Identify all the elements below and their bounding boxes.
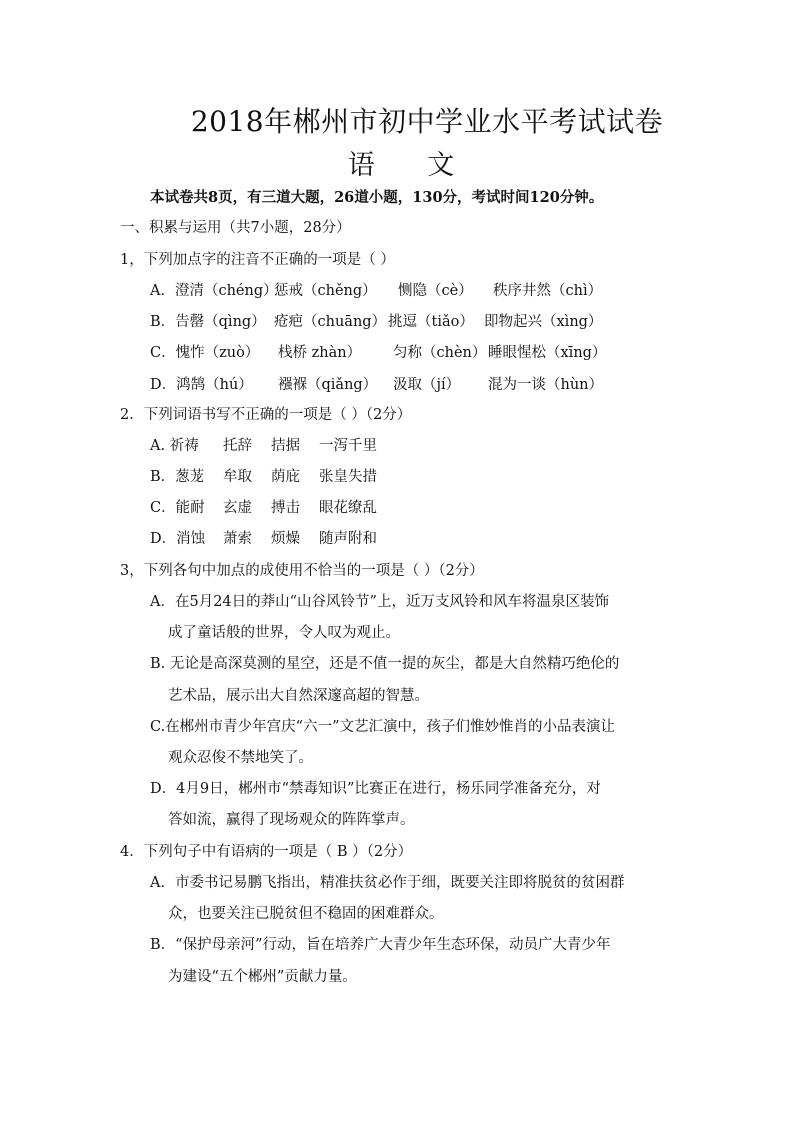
question-1-stem: 1，下列加点字的注音不正确的一项是（ ） <box>120 252 395 268</box>
section-heading: 一、积累与运用（共7小题，28分） <box>120 220 351 236</box>
question-3-option-b-cont: 艺术品，展示出大自然深邃高超的智慧。 <box>168 688 429 704</box>
option-term: 惩戒（chěng） <box>274 283 377 299</box>
option-term: 搏击 <box>271 500 300 516</box>
option-term: 眼花缭乱 <box>319 500 377 516</box>
question-2-option-c <box>150 496 377 517</box>
question-3-stem: 3，下列各句中加点的成使用不恰当的一项是（ ）（2分） <box>120 563 484 579</box>
option-term: 疮疤（chuāng） <box>274 314 387 330</box>
option-term: 拮据 <box>271 438 300 454</box>
option-term: 匀称（chèn） <box>393 345 487 361</box>
option-term: 栈桥 zhàn） <box>278 345 362 361</box>
question-3-option-c: C.在郴州市青少年宫庆“六一”文艺汇演中，孩子们惟妙惟肖的小品表演让 <box>150 719 616 735</box>
option-term: 萧索 <box>223 531 252 547</box>
option-term: 秩序井然（chì） <box>493 283 603 299</box>
option-term: A. 祈祷 <box>150 438 199 454</box>
question-4-option-b: B．“保护母亲河”行动，旨在培养广大青少年生态环保，动员广大青少年 <box>150 937 611 953</box>
option-term: 托辞 <box>223 438 252 454</box>
question-2-option-a <box>150 434 377 455</box>
question-3-option-d-cont: 答如流，赢得了现场观众的阵阵掌声。 <box>168 812 415 828</box>
option-term: 烦燥 <box>271 531 300 547</box>
exam-intro: 本试卷共8页，有三道大题，26道小题，130分，考试时间120分钟。 <box>150 189 604 206</box>
question-3-option-a: A．在5月24日的莽山“山谷风铃节”上，近万支风铃和风车将温泉区装饰 <box>150 594 609 610</box>
option-term: B．告罄（qìng） <box>150 314 266 330</box>
option-term: D．鸿鹄（hú） <box>150 377 253 393</box>
question-4-option-b-cont: 为建设“五个郴州”贡献力量。 <box>168 969 357 985</box>
question-3-option-a-cont: 成了童话般的世界，令人叹为观止。 <box>168 625 400 641</box>
question-1-option-c <box>150 341 606 362</box>
question-1-option-b <box>150 310 602 331</box>
option-term: A．澄清（chéng） <box>150 283 278 299</box>
option-term: 玄虚 <box>223 500 252 516</box>
question-4-option-a: A．市委书记易鹏飞指出，精准扶贫必作于细，既要关注即将脱贫的贫困群 <box>150 875 625 891</box>
option-term: B．葱茏 <box>150 469 205 485</box>
question-3-option-b: B. 无论是高深莫测的星空，还是不值一提的灰尘，都是大自然精巧绝伦的 <box>150 656 620 672</box>
question-4-option-a-cont: 众，也要关注已脱贫但不稳固的困难群众。 <box>168 906 444 922</box>
question-3-option-c-cont: 观众忍俊不禁地笑了。 <box>168 750 313 766</box>
option-term: 一泻千里 <box>319 438 377 454</box>
option-term: 睡眼惺松（xīng） <box>488 345 607 361</box>
question-4-stem: 4．下列句子中有语病的一项是（ B ）（2分） <box>120 844 413 860</box>
option-term: 张皇失措 <box>319 469 377 485</box>
option-term: 挑逗（tiǎo） <box>388 314 474 330</box>
question-3-option-d: D．4月9日，郴州市“禁毒知识”比赛正在进行，杨乐同学准备充分，对 <box>150 781 601 797</box>
option-term: 混为一谈（hùn） <box>488 377 604 393</box>
question-1-option-a <box>150 279 602 300</box>
question-2-option-d <box>150 527 377 548</box>
question-2-stem: 2．下列词语书写不正确的一项是（ ）（2分） <box>120 407 412 423</box>
option-term: D．消蚀 <box>150 531 206 547</box>
option-term: 随声附和 <box>319 531 377 547</box>
option-term: 荫庇 <box>271 469 300 485</box>
question-2-option-b <box>150 465 377 486</box>
exam-title: 2018年郴州市初中学业水平考试试卷 <box>190 105 664 138</box>
option-term: C．能耐 <box>150 500 205 516</box>
option-term: 恻隐（cè） <box>398 283 473 299</box>
option-term: C．愧怍（zuò） <box>150 345 260 361</box>
exam-subject: 语 文 <box>347 150 477 181</box>
option-term: 即物起兴（xìng） <box>484 314 603 330</box>
option-term: 牟取 <box>223 469 252 485</box>
option-term: 襁褓（qiǎng） <box>278 377 378 393</box>
question-1-option-d <box>150 373 603 394</box>
option-term: 汲取（jí） <box>393 377 461 393</box>
